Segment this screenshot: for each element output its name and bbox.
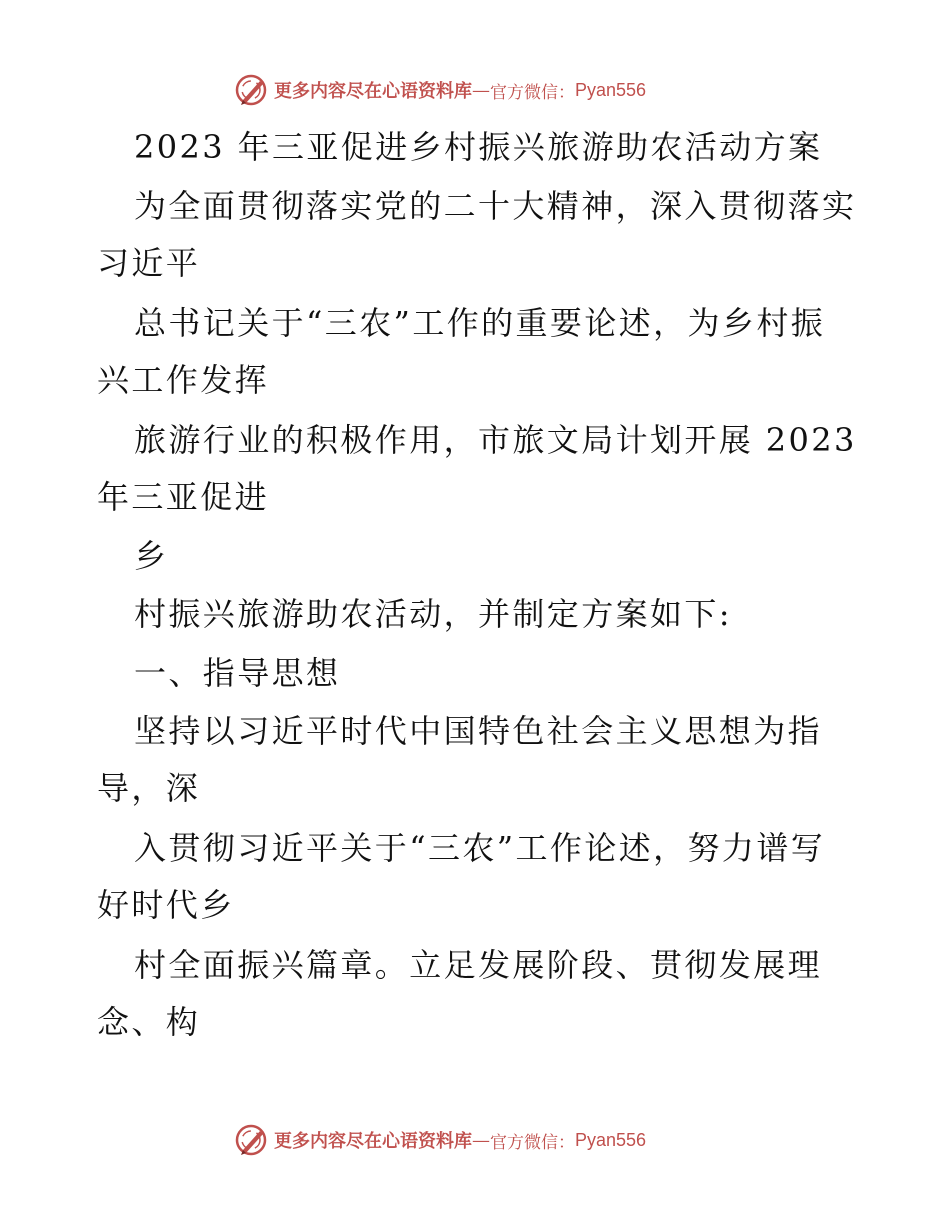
paragraph-line: 念、构 — [97, 1003, 201, 1041]
paragraph-line: 为全面贯彻落实党的二十大精神，深入贯彻落实 — [134, 187, 857, 225]
paragraph-line: 习近平 — [97, 244, 201, 282]
document-title: 2023 年三亚促进乡村振兴旅游助农活动方案 — [134, 128, 823, 166]
watermark-label: 官方微信： — [490, 82, 575, 103]
pen-logo-icon — [234, 1123, 268, 1157]
paragraph-line: 乡 — [134, 537, 169, 575]
watermark-footer — [234, 1122, 646, 1158]
paragraph-line: 坚持以习近平时代中国特色社会主义思想为指 — [134, 712, 823, 750]
section-heading: 一、指导思想 — [134, 654, 341, 692]
watermark-dash: — — [472, 79, 490, 101]
pen-logo-icon — [234, 73, 268, 107]
paragraph-line: 村全面振兴篇章。立足发展阶段、贯彻发展理 — [134, 946, 823, 984]
paragraph-line: 年三亚促进 — [97, 478, 270, 516]
paragraph-line: 入贯彻习近平关于“三农”工作论述，努力谱写 — [134, 829, 826, 867]
paragraph-line: 总书记关于“三农”工作的重要论述，为乡村振 — [134, 304, 826, 342]
paragraph-line: 兴工作发挥 — [97, 361, 270, 399]
watermark-text: 更多内容尽在心语资料库 — [274, 81, 472, 102]
watermark-header — [234, 72, 646, 108]
watermark-id: Pyan556 — [575, 1129, 647, 1150]
watermark-id: Pyan556 — [575, 79, 647, 100]
paragraph-line: 好时代乡 — [97, 886, 235, 924]
watermark-dash: — — [472, 1129, 490, 1151]
paragraph-line: 村振兴旅游助农活动，并制定方案如下: — [134, 595, 732, 633]
watermark-label: 官方微信： — [490, 1132, 575, 1153]
paragraph-line: 旅游行业的积极作用，市旅文局计划开展 2023 — [134, 421, 857, 459]
paragraph-line: 导，深 — [97, 769, 201, 807]
watermark-text: 更多内容尽在心语资料库 — [274, 1131, 472, 1152]
